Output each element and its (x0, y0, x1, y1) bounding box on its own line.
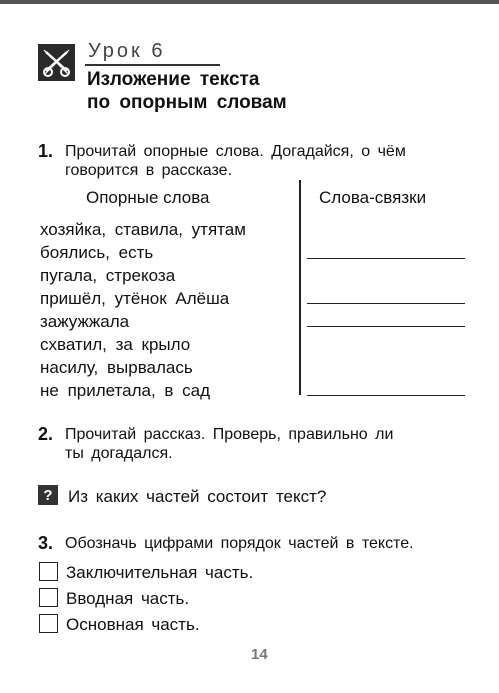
support-words-row: боялись, есть (40, 243, 154, 262)
table-divider (299, 180, 301, 395)
lesson-underline (85, 64, 220, 66)
task1-line2: говорится в рассказе. (65, 162, 233, 179)
top-border (0, 0, 499, 4)
order-checkbox-conclusion[interactable] (39, 562, 58, 581)
linking-word-blank[interactable] (307, 258, 465, 259)
task2-line2: ты догадался. (65, 445, 173, 462)
lesson-title (87, 68, 287, 114)
question-text: Из каких частей состоит текст? (68, 487, 327, 506)
support-words-row: схватил, за крыло (40, 335, 191, 354)
option-main: Основная часть. (66, 615, 200, 634)
order-checkbox-introduction[interactable] (39, 588, 58, 607)
task1-number: 1. (38, 141, 54, 161)
order-checkbox-main[interactable] (39, 614, 58, 633)
task2-line1: Прочитай рассказ. Проверь, правильно ли (65, 426, 394, 443)
lesson-label: Урок 6 (88, 40, 166, 62)
support-words-row: пугала, стрекоза (40, 266, 176, 285)
page-number: 14 (251, 646, 268, 663)
linking-word-blank[interactable] (307, 326, 465, 327)
option-conclusion: Заключительная часть. (66, 563, 254, 582)
option-introduction: Вводная часть. (66, 589, 190, 608)
task2-number: 2. (38, 424, 54, 444)
linking-word-blank[interactable] (307, 395, 465, 396)
support-words-row: хозяйка, ставила, утятам (40, 220, 246, 239)
support-words-row: насилу, вырвалась (40, 358, 193, 377)
scissors-icon (38, 44, 75, 81)
title-line-1: Изложение текста (87, 69, 260, 90)
task3-text: Обозначь цифрами порядок частей в тексте. (65, 535, 414, 552)
title-line-2: по опорным словам (87, 92, 287, 113)
column-header-left: Опорные слова (86, 188, 210, 207)
task3-number: 3. (38, 533, 54, 553)
support-words-row: пришёл, утёнок Алёша (40, 289, 230, 308)
column-header-right: Слова-связки (319, 188, 427, 207)
task1-line1: Прочитай опорные слова. Догадайся, о чём (65, 143, 406, 160)
linking-word-blank[interactable] (307, 303, 465, 304)
support-words-row: зажужжала (40, 312, 130, 331)
support-words-row: не прилетала, в сад (40, 381, 211, 400)
question-icon: ? (38, 485, 58, 505)
